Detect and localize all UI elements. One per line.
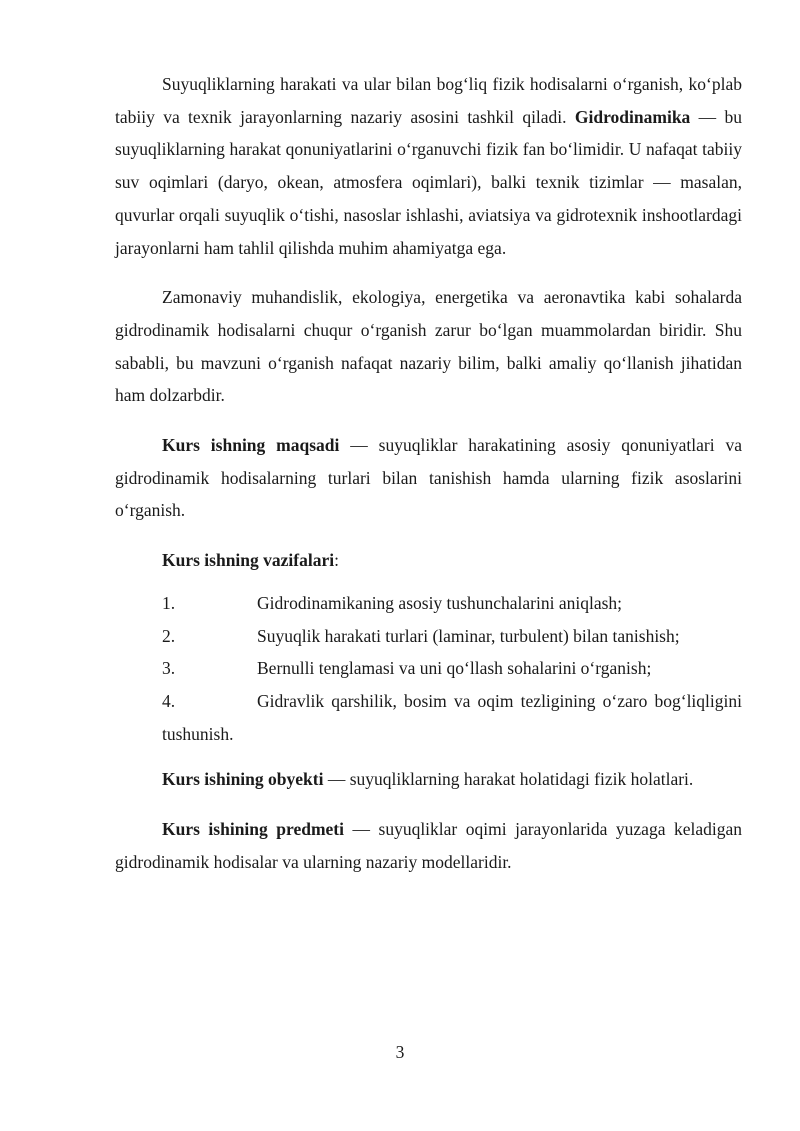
tasks-heading: [115, 544, 742, 577]
task-number: 4.: [162, 690, 176, 711]
goal-label: Kurs ishning maqsadi: [162, 435, 340, 456]
subject-text: — suyuqliklar oqimi jarayonlarida yuzaga keladigan gidrodinamik hodisalar va ularning nazariy modellaridir.: [115, 819, 742, 872]
intro-text-cont: — bu suyuqliklarning harakat qonuniyatlarini o‘rganuvchi fizik fan bo‘limidir. U nafaqat tabiiy suv oqimlari (daryo, okean, atmosfera oqimlari), balki texnik tizimlar — masalan, quvurlar orqali suyuqlik o‘tishi, nasoslar ishlashi, aviatsiya va gidrotexnik inshootlardagi jarayonlarni ham tahlil qilishda muhim ahamiyatga ega.: [115, 106, 742, 258]
subject-label: Kurs ishining predmeti: [162, 819, 344, 840]
page-number: 3: [395, 1042, 405, 1062]
task-item: [115, 685, 742, 750]
task-text: Bernulli tenglamasi va uni qo‘llash sohalarini o‘rganish;: [257, 658, 652, 679]
relevance-text: Zamonaviy muhandislik, ekologiya, energetika va aeronavtika kabi sohalarda gidrodinamik hodisalarni chuqur o‘rganish zarur bo‘lgan muammolardan biridir. Shu sababli, bu mavzuni o‘rganish nafaqat nazariy bilim, balki amaliy qo‘llanish jihatidan ham dolzarbdir.: [115, 287, 742, 406]
task-text: Gidravlik qarshilik, bosim va oqim tezligining o‘zaro bog‘liqligini tushunish.: [162, 690, 742, 744]
page-content: [115, 68, 742, 878]
goal-text: — suyuqliklar harakatining asosiy qonuniyatlari va gidrodinamik hodisalarning turlari bilan tanishish hamda ularning fizik asoslarini o‘rganish.: [115, 435, 742, 521]
task-number: 3.: [162, 658, 176, 679]
object-text: — suyuqliklarning harakat holatidagi fizik holatlari.: [323, 769, 694, 790]
tasks-label: Kurs ishning vazifalari: [162, 550, 335, 571]
term-gidrodinamika: Gidrodinamika: [574, 106, 691, 127]
task-number: 1.: [162, 592, 176, 613]
subject-paragraph: [115, 813, 742, 878]
relevance-paragraph: [115, 281, 742, 412]
task-text: Suyuqlik harakati turlari (laminar, turbulent) bilan tanishish;: [257, 625, 680, 646]
task-text: Gidrodinamikaning asosiy tushunchalarini aniqlash;: [257, 592, 623, 613]
object-label: Kurs ishining obyekti: [162, 769, 324, 790]
tasks-list: [115, 587, 742, 751]
task-item: [115, 652, 742, 685]
task-item: [115, 620, 742, 653]
task-number: 2.: [162, 625, 176, 646]
tasks-colon: :: [334, 550, 339, 571]
task-item: [115, 587, 742, 620]
object-paragraph: [115, 763, 742, 796]
goal-paragraph: [115, 429, 742, 527]
intro-paragraph: [115, 68, 742, 264]
intro-text: Suyuqliklarning harakati va ular bilan bog‘liq fizik hodisalarni o‘rganish, ko‘plab tabiiy va texnik jarayonlarning nazariy asosini tashkil qiladi.: [115, 74, 742, 127]
